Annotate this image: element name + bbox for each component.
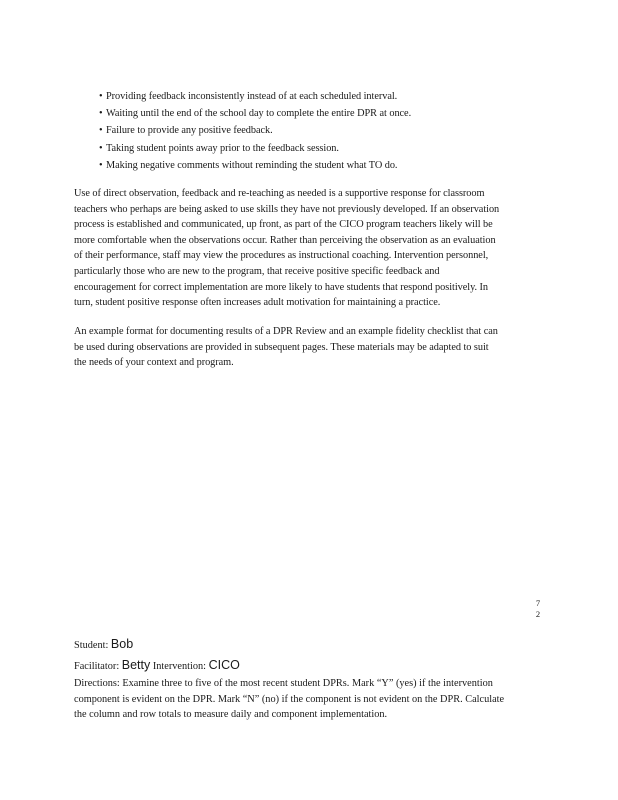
bullet-list	[99, 88, 569, 174]
bullet-icon: •	[99, 142, 103, 154]
directions-line: Directions: Examine three to five of the most recent student DPRs. Mark “Y” (yes) if the intervention	[74, 678, 493, 689]
intervention-value: CICO	[208, 658, 240, 672]
paragraph-line: the needs of your context and program.	[74, 357, 234, 369]
paragraph-line: particularly those who are new to the program, that receive positive specific feedback and	[74, 265, 440, 277]
page-number-digit: 2	[535, 609, 541, 619]
student-value: Bob	[110, 637, 134, 651]
paragraph-line: process is established and communicated, up front, as part of the CICO program teachers likely will be	[74, 219, 493, 231]
bullet-item: • Providing feedback inconsistently instead of at each scheduled interval.	[99, 88, 569, 105]
facilitator-value: Betty	[121, 658, 151, 672]
paragraph-observation	[74, 186, 542, 311]
paragraph-line: of their performance, staff may view the procedures as instructional coaching. Intervention personnel,	[74, 250, 489, 262]
paragraph-line: turn, student positive response often increases adult motivation for maintaining a practice.	[74, 297, 441, 309]
bullet-item: • Taking student points away prior to the feedback session.	[99, 140, 569, 157]
directions-text	[74, 676, 544, 723]
page-number	[533, 598, 543, 620]
intervention-label: Intervention:	[152, 661, 207, 672]
facilitator-row	[74, 658, 240, 672]
paragraph-line: Use of direct observation, feedback and re-teaching as needed is a supportive response for classroom	[74, 188, 485, 199]
facilitator-label: Facilitator:	[74, 661, 120, 672]
bullet-icon: •	[99, 108, 103, 120]
page-number-digit: 7	[535, 598, 541, 608]
paragraph-line: An example format for documenting results of a DPR Review and an example fidelity checklist that can	[74, 326, 498, 337]
bullet-item: • Making negative comments without reminding the student what TO do.	[99, 157, 569, 174]
student-row	[74, 637, 133, 651]
paragraph-line: more comfortable when the observations occur. Rather than perceiving the observation as an evaluation	[74, 234, 496, 246]
directions-line: the column and row totals to measure daily and component implementation.	[74, 709, 388, 721]
paragraph-example-format	[74, 324, 542, 371]
paragraph-line: be used during observations are provided in subsequent pages. These materials may be adapted to suit	[74, 341, 489, 353]
bullet-item: • Waiting until the end of the school day to complete the entire DPR at once.	[99, 105, 569, 122]
bullet-icon: •	[99, 91, 103, 102]
student-label: Student:	[74, 640, 109, 651]
paragraph-line: encouragement for correct implementation are more likely to have students that respond positively. In	[74, 281, 489, 293]
directions-line: component is evident on the DPR. Mark “N” (no) if the component is not evident on the DPR. Calculate	[74, 693, 505, 705]
bullet-icon: •	[99, 125, 103, 137]
paragraph-line: teachers who perhaps are being asked to use skills they have not previously developed. If an observation	[74, 203, 500, 215]
bullet-item: • Failure to provide any positive feedback.	[99, 122, 569, 139]
bullet-icon: •	[99, 159, 103, 171]
